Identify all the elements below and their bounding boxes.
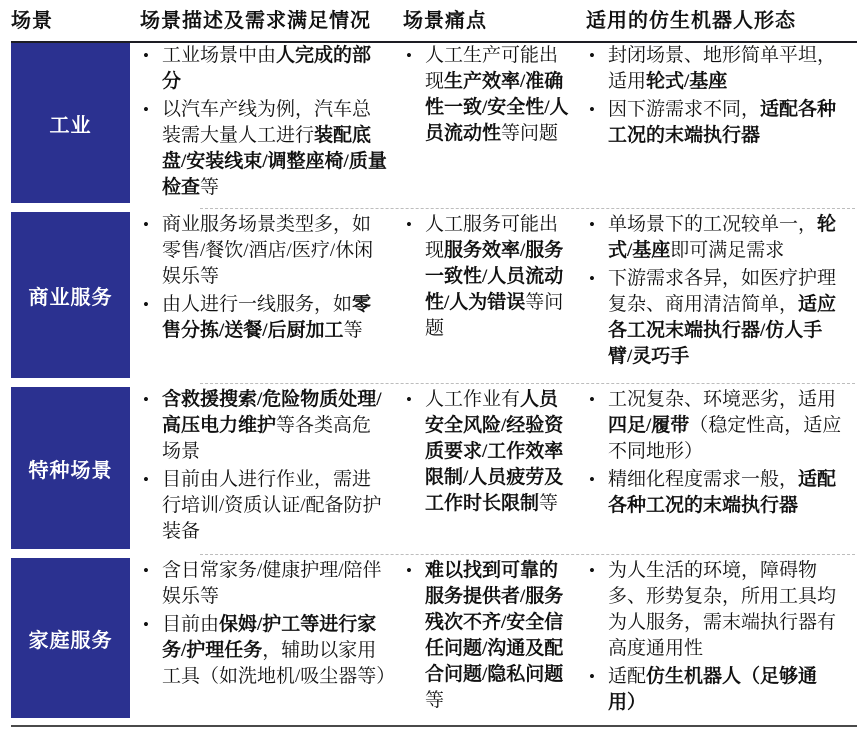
header-scenario: 场景 — [11, 10, 53, 32]
bullet-list — [140, 387, 389, 545]
table-body — [11, 43, 857, 718]
header-description: 场景描述及需求满足情况 — [140, 10, 371, 32]
bullet-list — [403, 212, 572, 342]
bullet-item: • 工况复杂、环境恶劣，适用四足/履带（稳定性高，适应不同地形） — [586, 387, 843, 465]
row-separator — [11, 378, 857, 387]
row-label: 家庭服务 — [11, 558, 130, 718]
bullet-item: • 人工服务可能出现服务效率/服务一致性/人员流动性/人为错误等问题 — [403, 212, 572, 342]
bullet-list — [586, 387, 843, 519]
robot-forms-cell — [586, 387, 857, 549]
bullet-item: • 目前由人进行作业，需进行培训/资质认证/配备防护装备 — [140, 467, 389, 545]
header-pain-points: 场景痛点 — [403, 10, 487, 32]
table-header-row — [11, 8, 857, 43]
pain-points-cell — [403, 387, 586, 549]
bullet-item: • 精细化程度需求一般，适配各种工况的末端执行器 — [586, 467, 843, 519]
bullet-item: • 封闭场景、地形简单平坦，适用轮式/基座 — [586, 43, 843, 95]
bullet-item: • 单场景下的工况较单一，轮式/基座即可满足需求 — [586, 212, 843, 264]
description-cell — [140, 43, 403, 203]
robot-forms-cell — [586, 558, 857, 718]
bullet-item: • 以汽车产线为例，汽车总装需大量人工进行装配底盘/安装线束/调整座椅/质量检查等 — [140, 97, 389, 201]
bullet-item: • 含日常家务/健康护理/陪伴娱乐等 — [140, 558, 389, 610]
bullet-list — [586, 558, 843, 716]
pain-points-cell — [403, 43, 586, 203]
row-separator — [11, 549, 857, 558]
description-cell — [140, 387, 403, 549]
table-row — [11, 212, 857, 378]
row-label: 工业 — [11, 43, 130, 203]
bullet-list — [140, 212, 389, 344]
bullet-list — [403, 387, 572, 517]
bullet-list — [140, 43, 389, 201]
bullet-item: • 目前由保姆/护工等进行家务/护理任务，辅助以家用工具（如洗地机/吸尘器等） — [140, 612, 389, 690]
bullet-item: • 因下游需求不同，适配各种工况的末端执行器 — [586, 97, 843, 149]
pain-points-cell — [403, 212, 586, 378]
robot-forms-cell — [586, 212, 857, 378]
bullet-item: • 下游需求各异，如医疗护理复杂、商用清洁简单，适应各工况末端执行器/仿人手臂/灵巧手 — [586, 266, 843, 370]
bullet-item: • 人工生产可能出现生产效率/准确性一致/安全性/人员流动性等问题 — [403, 43, 572, 147]
bullet-list — [140, 558, 396, 690]
bullet-list — [403, 558, 572, 714]
table-row — [11, 387, 857, 549]
row-separator — [11, 203, 857, 212]
bullet-list — [403, 43, 572, 147]
pain-points-cell — [403, 558, 586, 718]
bullet-item: • 工业场景中由人完成的部分 — [140, 43, 389, 95]
table-row — [11, 43, 857, 203]
bullet-list — [586, 43, 843, 149]
bullet-item: • 由人进行一线服务，如零售分拣/送餐/后厨加工等 — [140, 292, 389, 344]
bullet-item: • 难以找到可靠的服务提供者/服务残次不齐/安全信任问题/沟通及配合问题/隐私问题等 — [403, 558, 572, 714]
table-row — [11, 558, 857, 718]
bottom-rule — [11, 725, 857, 727]
bullet-item: • 适配仿生机器人（足够通用） — [586, 664, 843, 716]
bullet-list — [586, 212, 843, 370]
description-cell — [140, 558, 403, 718]
bullet-item: • 商业服务场景类型多，如零售/餐饮/酒店/医疗/休闲娱乐等 — [140, 212, 389, 290]
header-robot-forms: 适用的仿生机器人形态 — [586, 10, 796, 32]
bullet-item: • 为人生活的环境，障碍物多、形势复杂，所用工具均为人服务，需末端执行器有高度通用性 — [586, 558, 843, 662]
bullet-item: • 含救援搜索/危险物质处理/高压电力维护等各类高危场景 — [140, 387, 389, 465]
description-cell — [140, 212, 403, 378]
row-label: 商业服务 — [11, 212, 130, 378]
bullet-item: • 人工作业有人员安全风险/经验资质要求/工作效率限制/人员疲劳及工作时长限制等 — [403, 387, 572, 517]
robot-forms-cell — [586, 43, 857, 203]
row-label: 特种场景 — [11, 387, 130, 549]
